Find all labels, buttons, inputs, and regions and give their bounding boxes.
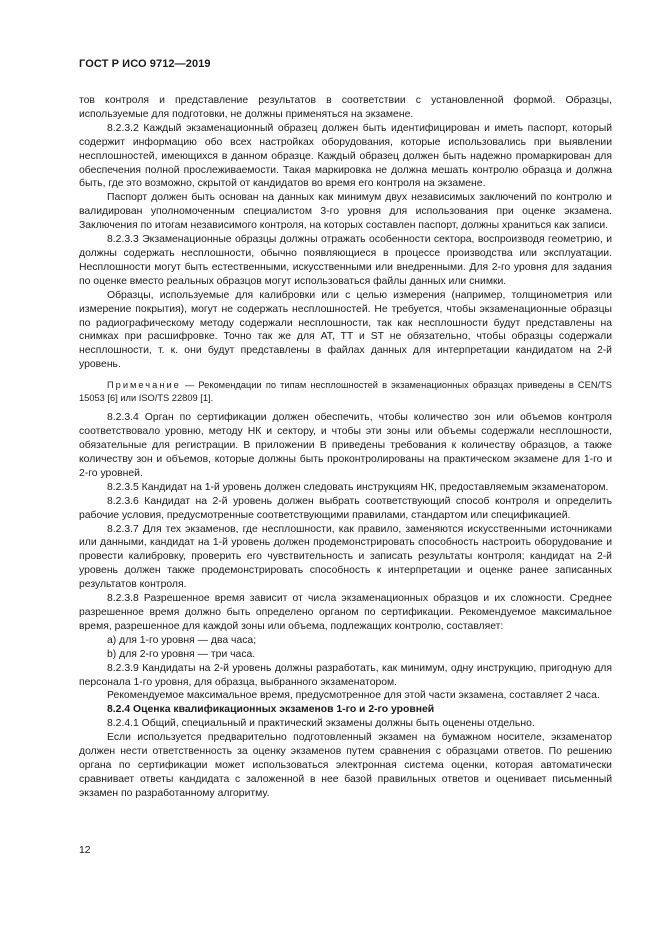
note-text: — Рекомендации по типам несплошностей в экзаменационных образцах приведены в CEN/TS 15053 [6] или ISO/TS 22809 [1]. [79, 380, 612, 403]
note-label: Примечание [107, 380, 181, 391]
list-item-b: b) для 2-го уровня — три часа. [107, 648, 256, 660]
note [79, 379, 612, 404]
paragraph-8-2-4-1: 8.2.4.1 Общий, специальный и практический экзамены должны быть оценены отдельно. [107, 718, 535, 730]
list-item-a: a) для 1-го уровня — два часа; [107, 634, 257, 646]
paragraph-8-2-3-3: 8.2.3.3 Экзаменационные образцы должны отражать особенности сектора, воспроизводя геометрию, и должны содержать несплошности, обычно появляющиеся в процессе производства или эксплуатации. Несплошности могут быть естественными, искусственными или внедренными. Для 2-го уровня для задания по оценке вместо реальных образцов могут использоваться файлы данных или снимки. [79, 234, 612, 287]
paragraph-continuation: тов контроля и представление результатов в соответствии с установленной формой. Образцы, используемые для подготовки, не должны применяться на экзамене. [79, 95, 612, 120]
paragraph-8-2-3-5: 8.2.3.5 Кандидат на 1-й уровень должен следовать инструкциям НК, предоставляемым экзаменатором. [107, 481, 609, 493]
paragraph-paper-exam: Если используется предварительно подготовленный экзамен на бумажном носителе, экзаменатор должен нести ответственность за оценку экзаменов путем сравнения с образцами ответов. По решению органа по сертификации может использоваться электронная система оценки, которая автоматически сравнивает ответы кандидата с заложенной в нее базой правильных ответов и оценивает письменный экзамен по разработанному алгоритму. [79, 732, 612, 799]
paragraph-8-2-3-8: 8.2.3.8 Разрешенное время зависит от числа экзаменационных образцов и их сложности. Среднее разрешенное время должно быть определено органом по сертификации. Рекомендуемое максимальное время, разрешенное для каждой зоны или объема, подлежащих контролю, составляет: [79, 593, 612, 632]
document-body [79, 94, 612, 801]
paragraph-8-2-3-2: 8.2.3.2 Каждый экзаменационный образец должен быть идентифицирован и иметь паспорт, который содержит информацию обо всех настройках оборудования, которые использовались при выявлении несплошностей, имеющихся в данном образце. Каждый образец должен быть надежно промаркирован для обеспечения полной прослеживаемости. Такая маркировка не должна мешать контролю образца и должна быть, где это возможно, скрытой от кандидатов во время его контроля на экзамене. [79, 122, 612, 190]
paragraph-8-2-3-9: 8.2.3.9 Кандидаты на 2-й уровень должны разработать, как минимум, одну инструкцию, пригодную для персонала 1-го уровня, для образца, выбранного экзаменатором. [79, 662, 612, 688]
paragraph-8-2-3-7: 8.2.3.7 Для тех экзаменов, где несплошности, как правило, заменяются искусственными источниками или данными, кандидат на 1-й уровень должен продемонстрировать способность настроить оборудование и провести калибровку, проверить его чувствительность и записать результаты контроля; кандидат на 2-й уровень должен также продемонстрировать способность к интерпретации и оценке ранее записанных результатов контроля. [79, 523, 612, 591]
paragraph-calibration-samples: Образцы, используемые для калибровки или с целью измерения (например, толщинометрия или измерение покрытия), могут не содержать несплошностей. Не требуется, чтобы экзаменационные образцы по радиографическому методу содержали несплошности, так как несплошности будут представлены на снимках при расшифровке. Точно так же для AT, TT и ST не обязательно, чтобы образцы содержали несплошности, т. к. они будут представлены в файлах данных для интерпретации кандидатом на 2-й уровень. [79, 289, 612, 371]
document-header: ГОСТ Р ИСО 9712—2019 [79, 58, 211, 70]
paragraph-recommended-time: Рекомендуемое максимальное время, предусмотренное для этой части экзамена, составляет 2 часа. [107, 690, 600, 702]
paragraph-8-2-3-4: 8.2.3.4 Орган по сертификации должен обеспечить, чтобы количество зон или объемов контроля соответствовало уровню, методу НК и сектору, и чтобы эти зоны или объемы содержали несплошности, обязательные для регистрации. В приложении В приведены требования к количеству образцов, а также количеству зон и объемов, которые должны быть проконтролированы на практическом экзамене для 1-го и 2-го уровней. [79, 412, 612, 479]
page-number: 12 [79, 845, 91, 856]
paragraph-8-2-3-6: 8.2.3.6 Кандидат на 2-й уровень должен выбрать соответствующий способ контроля и определить рабочие условия, предусмотренные соответствующими правилами, стандартом или спецификацией. [79, 495, 612, 521]
paragraph-passport: Паспорт должен быть основан на данных как минимум двух независимых заключений по контролю и валидирован уполномоченным специалистом 3-го уровня для использования при оценке экзамена. Заключения по итогам независимого контроля, на которых составлен паспорт, должны храниться как записи. [79, 192, 612, 232]
section-heading-8-2-4: 8.2.4 Оценка квалификационных экзаменов 1-го и 2-го уровней [107, 704, 435, 716]
